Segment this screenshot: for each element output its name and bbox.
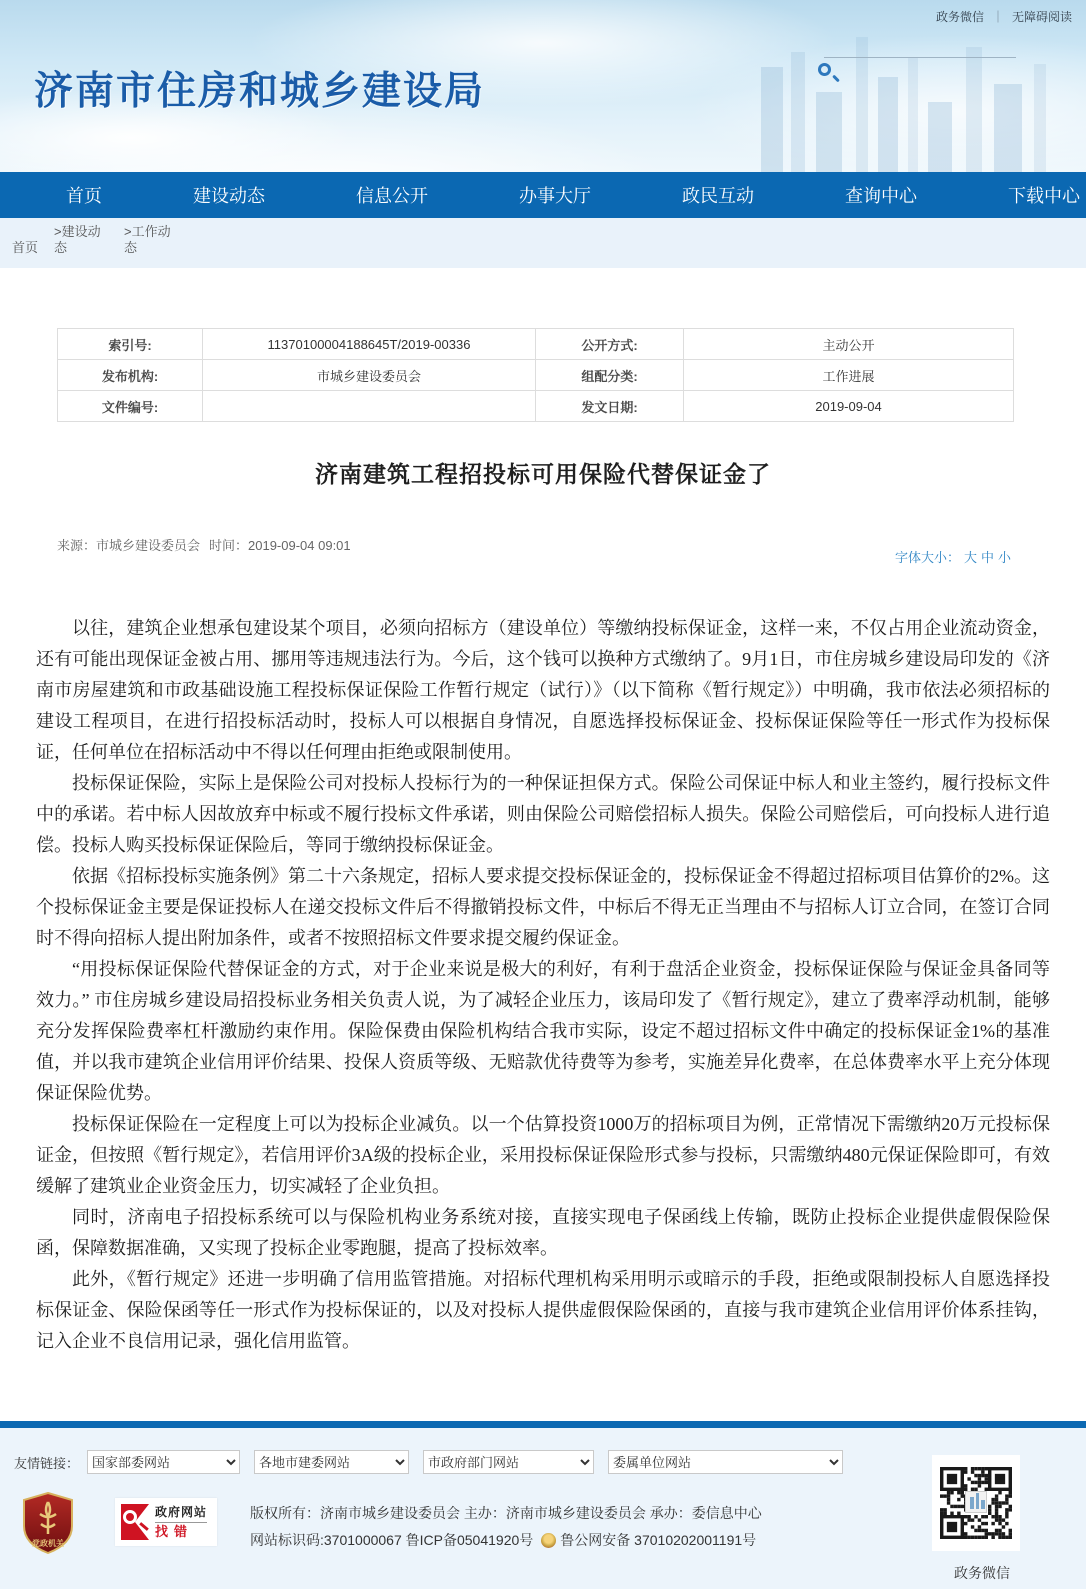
breadcrumb-home[interactable]: 首页 [12, 240, 39, 255]
font-size-large[interactable]: 大 [963, 550, 977, 565]
article-source: 来源：市城乡建设委员会 [57, 538, 201, 553]
issue-date-value: 2019-09-04 [684, 391, 1014, 422]
error-logo-text: 政府网站 找错 [155, 1505, 208, 1539]
public-security-filing-link[interactable]: 鲁公网安备 37010202001191号 [560, 1532, 757, 1548]
category-label: 组配分类: [536, 360, 684, 391]
breadcrumb [0, 218, 1086, 268]
footer [0, 1428, 1086, 1589]
article-time: 时间：2019-09-04 09:01 [209, 538, 351, 553]
footer-divider-bar [0, 1421, 1086, 1428]
accessibility-link[interactable]: 无障碍阅读 [1011, 10, 1072, 24]
category-value: 工作进展 [684, 360, 1014, 391]
gov-wechat-link[interactable]: 政务微信 [935, 10, 984, 24]
nav-item-download-center[interactable]: 下载中心 [1008, 186, 1080, 206]
issuing-agency-label: 发布机构: [58, 360, 203, 391]
article-paragraph: 以往，建筑企业想承包建设某个项目，必须向招标方（建设单位）等缴纳投标保证金，这样一来，不仅占用企业流动资金，还有可能出现保证金被占用、挪用等违规违法行为。今后，这个钱可以换种方式缴纳了。9月1日，市住房城乡建设局印发的《济南市房屋建筑和市政基础设施工程投标保证保险工作暂行规定（试行）》（以下简称《暂行规定》）中明确，我市依法必须招标的建设工程项目，在进行招投标活动时，投标人可以根据自身情况，自愿选择投标保证金、投标保证保险等任一形式作为投标保证，任何单位在招标活动中不得以任何理由拒绝或限制使用。 [36, 618, 1050, 762]
dropdown-city-gov-departments[interactable] [423, 1450, 594, 1474]
dropdown-city-construction-sites[interactable] [254, 1450, 409, 1474]
dropdown-affiliated-units[interactable] [608, 1450, 843, 1474]
search-icon[interactable] [816, 62, 840, 86]
article-paragraph: “用投标保证保险代替保证金的方式，对于企业来说是极大的利好，有利于盘活企业资金，投标保证保险与保证金具备同等效力。” 市住房城乡建设局招投标业务相关负责人说，为了减轻企业压力，该局印发了《暂行规定》，建立了费率浮动机制，能够充分发挥保险费率杠杆激励约束作用。保险保费由保险机构结合我市实际，设定不超过招标文件中确定的投标保证金1%的基准值，并以我市建筑企业信用评价结果、投保人资质等级、无赔款优待费等为参考，实施差异化费率，在总体费率水平上充分体现保证保险优势。 [36, 959, 1050, 1103]
nav-item-info-disclosure[interactable]: 信息公开 [356, 186, 428, 206]
copyright-block [250, 1500, 762, 1554]
nav-item-construction-news[interactable]: 建设动态 [193, 186, 265, 206]
svg-text:党政机关: 党政机关 [32, 1539, 64, 1548]
qr-center-logo [965, 1491, 987, 1513]
disclosure-method-label: 公开方式: [536, 329, 684, 360]
font-size-medium[interactable]: 中 [980, 550, 994, 565]
document-number-label: 文件编号: [58, 391, 203, 422]
page-title: 济南建筑工程招投标可用保险代替保证金了 [315, 461, 771, 487]
friendly-links-label: 友情链接： [14, 1455, 80, 1471]
utility-links [936, 8, 1072, 25]
header-banner [0, 0, 1086, 172]
font-size-small[interactable]: 小 [997, 550, 1011, 565]
nav-item-query-center[interactable]: 查询中心 [845, 186, 917, 206]
font-size-control [895, 547, 1011, 566]
article-paragraph: 投标保证保险在一定程度上可以为投标企业减负。以一个估算投资1000万的招标项目为例，正常情况下需缴纳20万元投标保证金，但按照《暂行规定》，若信用评价3A级的投标企业，采用投标保证保险形式参与投标，只需缴纳480元保证保险即可，有效缓解了建筑业企业资金压力，切实减轻了企业负担。 [36, 1114, 1050, 1196]
article-paragraph: 此外，《暂行规定》还进一步明确了信用监管措施。对招标代理机构采用明示或暗示的手段，拒绝或限制投标人自愿选择投标保证金、保险保函等任一形式作为投标保证的，以及对投标人提供虚假保险保函的，直接与我市建筑企业信用评价体系挂钩，记入企业不良信用记录，强化信用监管。 [36, 1269, 1050, 1351]
magnifier-flag-icon [119, 1502, 155, 1542]
article-body [36, 613, 1050, 1357]
wechat-qr-code [932, 1455, 1020, 1551]
search-input[interactable] [824, 41, 1016, 58]
breadcrumb-construction-news[interactable]: >建设动态 [54, 224, 101, 255]
nav-item-service-hall[interactable]: 办事大厅 [519, 186, 591, 206]
document-info-table [57, 328, 1014, 422]
search-handle [832, 75, 840, 83]
copyright-line-2 [250, 1527, 762, 1554]
index-number-label: 索引号: [58, 329, 203, 360]
article-paragraph: 同时，济南电子招投标系统可以与保险机构业务系统对接，直接实现电子保函线上传输，既防止投标企业提供虚假保险保函，保障数据准确，又实现了投标企业零跑腿，提高了投标效率。 [36, 1207, 1050, 1258]
disclosure-method-value: 主动公开 [684, 329, 1014, 360]
main-nav [0, 172, 1086, 218]
font-size-label: 字体大小： [894, 550, 960, 565]
article-paragraph: 依据《招标投标实施条例》第二十六条规定，招标人要求提交投标保证金的，投标保证金不得超过招标项目估算价的2%。这个投标保证金主要是保证投标人在递交投标文件后不得撤销投标文件，中标后不得无正当理由不与招标人订立合同，在签订合同时不得向招标人提出附加条件，或者不按照招标文件要求提交履约保证金。 [36, 866, 1050, 948]
breadcrumb-work-news[interactable]: >工作动态 [124, 224, 171, 255]
issuing-agency-value: 市城乡建设委员会 [203, 360, 536, 391]
search-lens [818, 63, 831, 76]
party-government-badge[interactable] [20, 1492, 76, 1559]
table-row [58, 329, 1014, 360]
error-correction-logo[interactable] [115, 1498, 217, 1546]
article-paragraph: 投标保证保险，实际上是保险公司对投标人投标行为的一种保证担保方式。保险公司保证中标人和业主签约，履行投标文件中的承诺。若中标人因故放弃中标或不履行投标文件承诺，则由保险公司赔偿招标人损失。保险公司赔偿后，可向投标人进行追偿。投标人购买投标保证保险后，等同于缴纳投标保证金。 [36, 773, 1050, 855]
nav-item-public-interaction[interactable]: 政民互动 [682, 186, 754, 206]
wechat-qr-label: 政务微信 [954, 1565, 1010, 1581]
site-logo-title[interactable]: 济南市住房和城乡建设局 [34, 70, 486, 113]
dropdown-national-ministries[interactable] [87, 1450, 240, 1474]
index-number-value: 11370100004188645T/2019-00336 [203, 329, 536, 360]
site-id-text: 网站标识码:3701000067 鲁ICP备05041920号 [250, 1532, 534, 1548]
table-row [58, 360, 1014, 391]
friendly-links-row [14, 1450, 857, 1474]
document-number-value [203, 391, 536, 422]
copyright-line-1: 版权所有：济南市城乡建设委员会 主办：济南市城乡建设委员会 承办：委信息中心 [250, 1505, 762, 1521]
police-badge-icon [541, 1533, 556, 1548]
search-area [824, 40, 1016, 86]
table-row [58, 391, 1014, 422]
nav-item-home[interactable]: 首页 [66, 186, 102, 206]
issue-date-label: 发文日期: [536, 391, 684, 422]
article-meta [57, 531, 1029, 565]
utility-separator: ｜ [991, 10, 1004, 24]
